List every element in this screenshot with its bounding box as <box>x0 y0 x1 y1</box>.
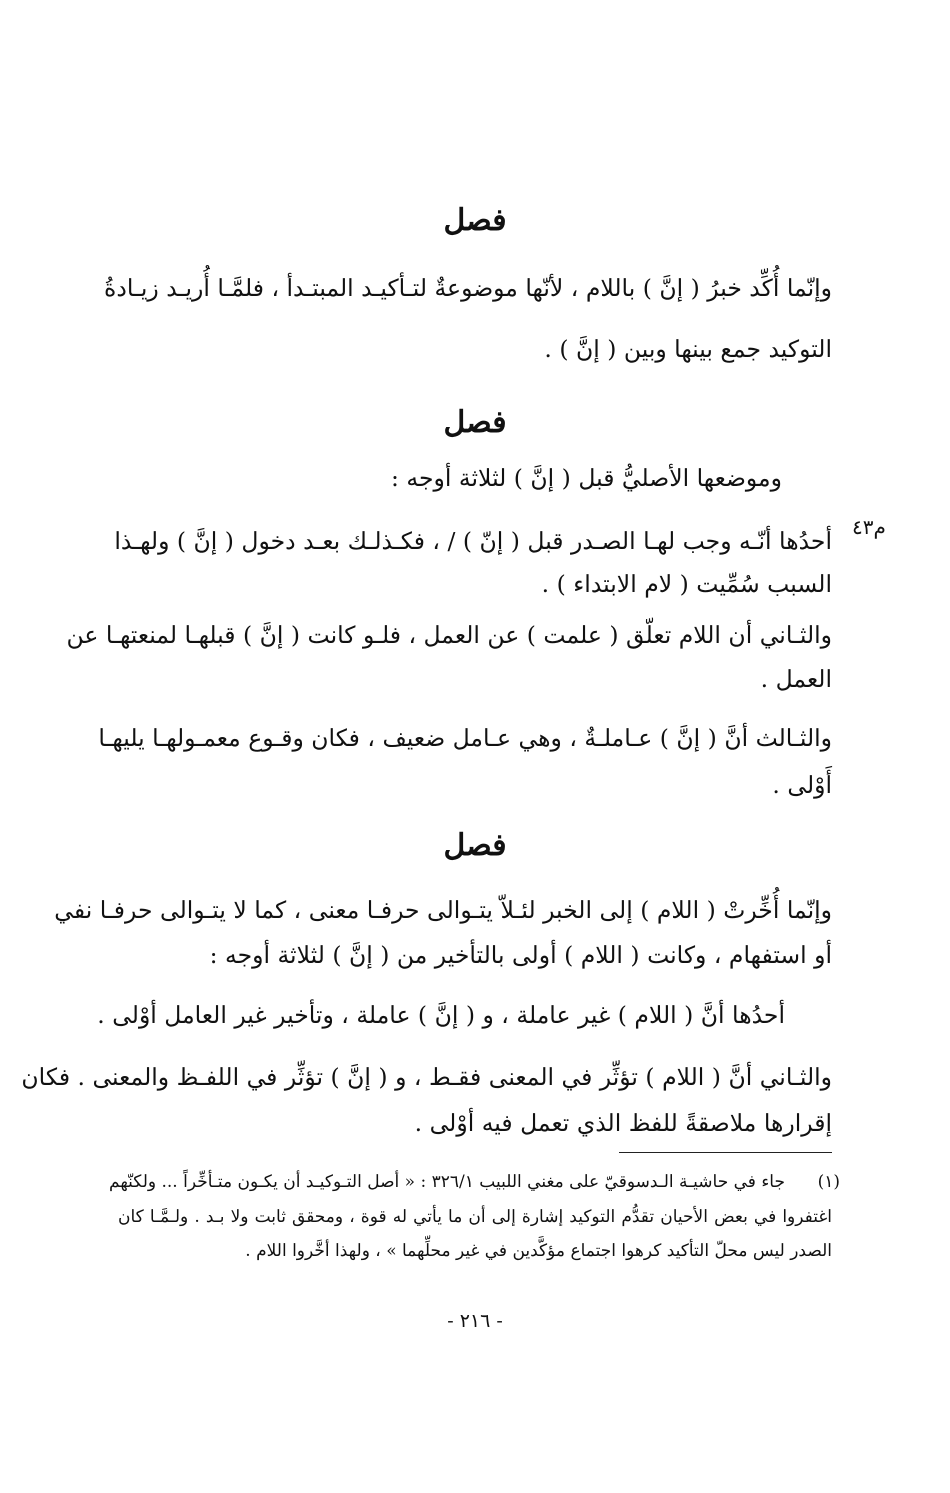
section-heading-3: فصل <box>443 828 507 863</box>
margin-page-reference: م٤٣ <box>852 515 886 539</box>
text-line: أحدُها أنّـه وجب لهـا الصـدر قبل ( إنّ ) / ، فكـذلـك بعـد دخول ( إنَّ ) ولهـذا <box>114 527 832 555</box>
text-line: وموضعها الأصليُّ قبل ( إنَّ ) لثلاثة أوجه : <box>391 464 782 492</box>
footnote-separator <box>619 1152 832 1153</box>
text-line: أحدُها أنَّ ( اللام ) غير عاملة ، و ( إنَّ ) عاملة ، وتأخير غير العامل أوْلى . <box>97 1001 785 1029</box>
text-line: السبب سُمِّيت ( لام الابتداء ) . <box>541 570 832 598</box>
text-line: وإنّما أُكِّد خبرُ ( إنَّ ) باللام ، لأنّها موضوعةٌ لتـأكيـد المبتـدأ ، فلمَّـا أُريـد زيـادةُ <box>104 274 832 302</box>
text-line: والثـاني أنَّ ( اللام ) تؤثِّر في المعنى فقـط ، و ( إنَّ ) تؤثِّر في اللفـظ والمعنى . فكان <box>21 1063 832 1091</box>
section-heading-1: فصل <box>443 203 507 238</box>
section-heading-2: فصل <box>443 405 507 440</box>
text-line: العمل . <box>760 665 832 693</box>
text-line: والثـالث أنَّ ( إنَّ ) عـاملـةٌ ، وهي عـامل ضعيف ، فكان وقـوع معمـولهـا يليهـا <box>98 724 832 752</box>
footnote-line: اغتفروا في بعض الأحيان تقدُّم التوكيد إشارة إلى أن ما يأتي له قوة ، ومحقق ثابت ولا بـد . ولـمَّـا كان <box>118 1207 832 1227</box>
footnote-line: الصدر ليس محلّ التأكيد كرهوا اجتماع مؤكَّدين في غير محلِّهما » ، ولهذا أخَّروا اللام . <box>245 1241 832 1261</box>
text-line: وإنّما أُخِّرتْ ( اللام ) إلى الخبر لئـلاّ يتـوالى حرفـا معنى ، كما لا يتـوالى حرفـا نفي <box>54 896 832 924</box>
text-line: والثـاني أن اللام تعلّق ( علمت ) عن العمل ، فلـو كانت ( إنَّ ) قبلهـا لمنعتهـا عن <box>66 621 832 649</box>
footnote-number: (١) <box>817 1172 840 1192</box>
text-line: التوكيد جمع بينها وبين ( إنَّ ) . <box>544 335 832 363</box>
page-number: - ٢١٦ - <box>447 1310 503 1332</box>
footnote-line: جاء في حاشيـة الـدسوقيّ على مغني اللبيب ٣٢٦/١ : « أصل التـوكيـد أن يكـون متـأخِّراً ... ولكنّهم <box>109 1172 785 1192</box>
text-line: أو استفهام ، وكانت ( اللام ) أولى بالتأخير من ( إنَّ ) لثلاثة أوجه : <box>209 941 832 969</box>
text-line: أَوْلى . <box>772 771 832 799</box>
text-line: إقرارها ملاصقةً للفظ الذي تعمل فيه أوْلى . <box>414 1109 832 1137</box>
